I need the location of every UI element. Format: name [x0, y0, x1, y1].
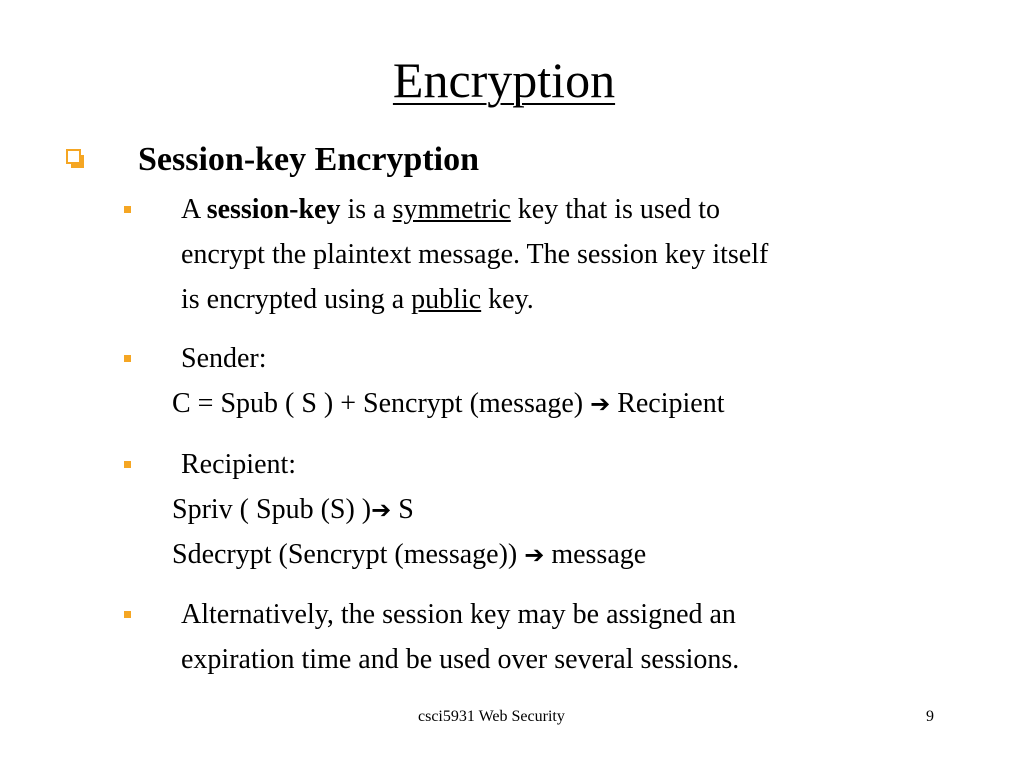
- text: is encrypted using a: [181, 284, 405, 315]
- bullet4-line1: Alternatively, the session key may be assigned an: [181, 599, 736, 630]
- square-bullet-icon: [124, 206, 131, 213]
- page-number: 9: [926, 708, 934, 725]
- right-arrow-icon: ➔: [590, 390, 611, 418]
- recipient-formula-2: [172, 540, 646, 570]
- formula-text: Sdecrypt (Sencrypt (message)): [172, 539, 518, 570]
- text: key that is used to: [517, 194, 720, 225]
- sender-formula: [172, 389, 725, 419]
- square-bullet-icon: [124, 611, 131, 618]
- bullet4-line2: expiration time and be used over several sessions.: [181, 644, 740, 675]
- footer-course: csci5931 Web Security: [418, 708, 565, 725]
- formula-text: S: [398, 494, 414, 525]
- bullet1-line1: [181, 195, 720, 225]
- bullet1-line3: [181, 285, 534, 315]
- right-arrow-icon: ➔: [524, 541, 545, 569]
- formula-text: Recipient: [617, 388, 725, 419]
- hollow-square-bullet-icon: [66, 148, 85, 170]
- bullet1-line2: encrypt the plaintext message. The session key itself: [181, 239, 769, 270]
- term-symmetric: symmetric: [392, 194, 511, 225]
- section-heading: Session-key Encryption: [138, 141, 479, 178]
- term-public: public: [411, 284, 482, 315]
- formula-text: message: [551, 539, 647, 570]
- text: is a: [347, 194, 386, 225]
- recipient-formula-1: [172, 495, 414, 525]
- square-bullet-icon: [124, 461, 131, 468]
- square-bullet-icon: [124, 355, 131, 362]
- term-session-key: session-key: [206, 194, 341, 225]
- right-arrow-icon: ➔: [371, 496, 392, 524]
- text: A: [181, 194, 200, 225]
- formula-text: C = Spub ( S ) + Sencrypt (message): [172, 388, 584, 419]
- text: key.: [488, 284, 534, 315]
- bullet2-label: Sender:: [181, 343, 267, 374]
- formula-text: Spriv ( Spub (S) ): [172, 494, 372, 525]
- bullet3-label: Recipient:: [181, 449, 297, 480]
- slide-title: Encryption: [392, 52, 616, 108]
